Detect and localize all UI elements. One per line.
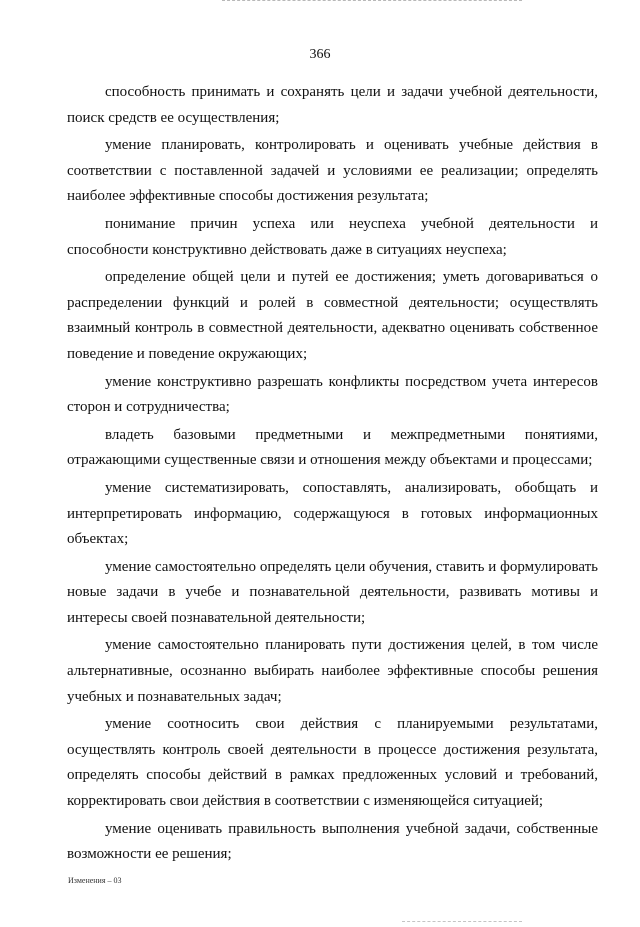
paragraph: умение самостоятельно определять цели обучения, ставить и формулировать новые задачи в учебе и познавательной деятельности, развивать мотивы и интересы своей познавательной деятельности; (67, 558, 598, 626)
paragraph: понимание причин успеха или неуспеха учебной деятельности и способности конструктивно действовать даже в ситуациях неуспеха; (67, 215, 598, 258)
paragraph: определение общей цели и путей ее достижения; уметь договариваться о распределении функций и ролей в совместной деятельности; осуществлять взаимный контроль в совместной деятельности, адекватно оценивать собственное поведение и поведение окружающих; (67, 269, 598, 362)
scan-artifact-top (222, 0, 522, 1)
paragraph: умение соотносить свои действия с планируемыми результатами, осуществлять контроль своей деятельности в процессе достижения результата, определять способы действий в рамках предложенных условий и требований, корректировать свои действия в соответствии с изменяющейся ситуацией; (67, 716, 598, 810)
scan-artifact-bottom (402, 921, 522, 922)
body-text (67, 80, 598, 870)
revision-footer: Изменения – 03 (68, 876, 122, 885)
paragraph: умение оценивать правильность выполнения учебной задачи, собственные возможности ее решения; (67, 820, 598, 863)
paragraph: умение систематизировать, сопоставлять, анализировать, обобщать и интерпретировать информацию, содержащуюся в готовых информационных объектах; (67, 479, 598, 548)
paragraph: умение планировать, контролировать и оценивать учебные действия в соответствии с поставленной задачей и условиями ее реализации; определять наиболее эффективные способы достижения результата; (67, 137, 598, 205)
paragraph: умение самостоятельно планировать пути достижения целей, в том числе альтернативные, осознанно выбирать наиболее эффективные способы решения учебных и познавательных задач; (67, 637, 598, 705)
paragraph: способность принимать и сохранять цели и задачи учебной деятельности, поиск средств ее осуществления; (67, 84, 598, 126)
page-number: 366 (309, 47, 331, 62)
paragraph: умение конструктивно разрешать конфликты посредством учета интересов сторон и сотрудничества; (67, 373, 598, 416)
paragraph: владеть базовыми предметными и межпредметными понятиями, отражающими существенные связи и отношения между объектами и процессами; (67, 426, 598, 469)
